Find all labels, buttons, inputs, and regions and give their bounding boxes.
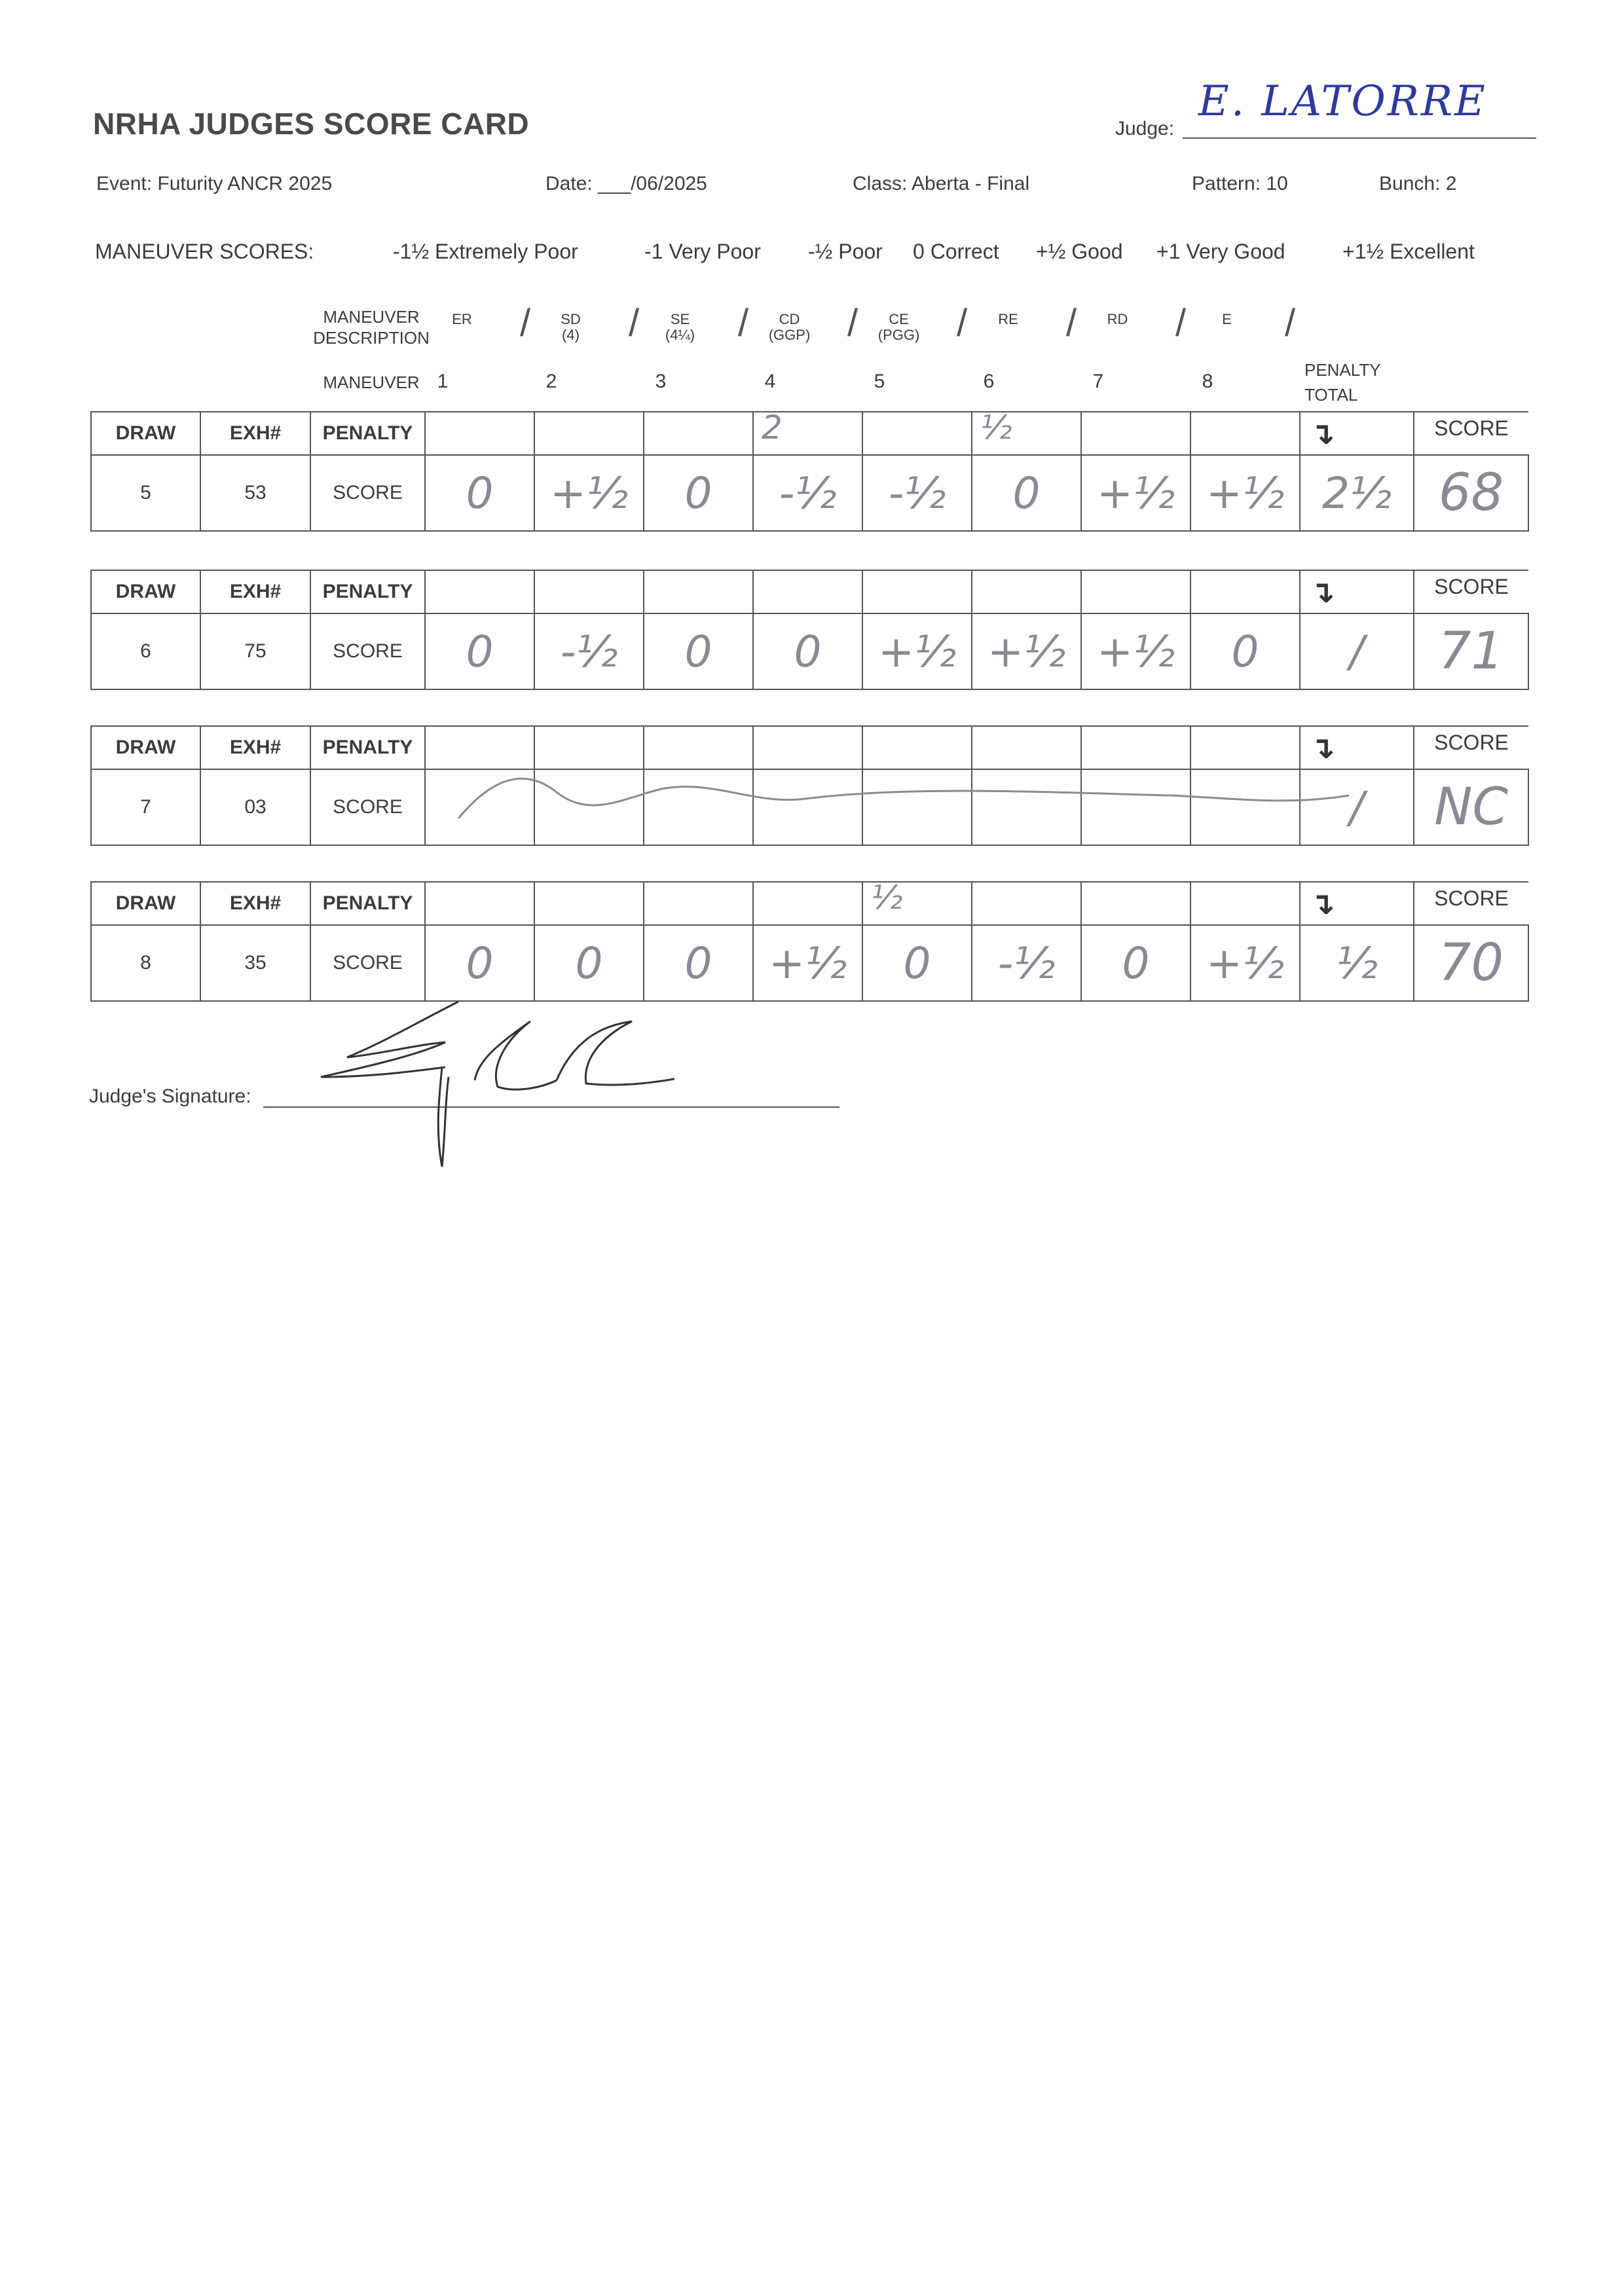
scale-good: +½ Good (1036, 240, 1123, 263)
maneuver-separator: / (738, 302, 749, 344)
penalty-total-label: PENALTY TOTAL (1304, 360, 1381, 405)
maneuver-score: 0 (466, 626, 494, 677)
maneuver-score-cell-3[interactable] (644, 455, 753, 531)
penalty-cell-7[interactable] (1081, 570, 1190, 613)
maneuver-number-4: 4 (764, 371, 776, 392)
class-field: Class: Aberta - Final (853, 173, 1030, 194)
penalty-cell-5[interactable] (862, 726, 972, 769)
penalty-cell-5[interactable] (862, 570, 972, 613)
maneuver-score: 0 (903, 938, 931, 989)
score-row-label: SCORE (310, 613, 425, 689)
maneuver-score: -½ (888, 467, 946, 519)
scale-very-good: +1 Very Good (1156, 240, 1285, 263)
final-score-cell[interactable] (1414, 613, 1528, 689)
final-score-value: NC (1434, 778, 1508, 837)
maneuver-score-cell-5[interactable] (862, 613, 972, 689)
maneuver-separator: / (847, 302, 858, 344)
maneuver-score: +½ (987, 626, 1066, 677)
maneuver-code-text: CD (779, 311, 800, 327)
maneuver-score-cell-2[interactable] (534, 613, 644, 689)
card-title: NRHA JUDGES SCORE CARD (93, 107, 530, 141)
score-header-cell (1414, 570, 1528, 613)
penalty-cell-1[interactable] (425, 412, 534, 455)
maneuver-score-cell-5[interactable] (862, 925, 972, 1001)
maneuver-number-5: 5 (874, 371, 885, 392)
score-row-label: SCORE (310, 925, 425, 1001)
maneuver-score-cell-3[interactable] (644, 925, 753, 1001)
exh-header: EXH# (200, 882, 310, 925)
penalty-cell-2[interactable] (534, 882, 644, 925)
maneuver-score-cell-1[interactable] (425, 455, 534, 531)
penalty-header: PENALTY (310, 570, 425, 613)
penalty-cell-4[interactable] (753, 726, 862, 769)
maneuver-score-cell-8[interactable] (1190, 613, 1300, 689)
score-row-label: SCORE (310, 769, 425, 845)
signature-label: Judge's Signature: (89, 1085, 251, 1107)
event-field: Event: Futurity ANCR 2025 (96, 173, 333, 194)
score-header-cell (1414, 882, 1528, 925)
maneuver-number-7: 7 (1092, 371, 1104, 392)
down-arrow-icon: ↴ (1310, 575, 1335, 609)
maneuver-separator: / (1066, 302, 1077, 344)
maneuver-score-cell-7[interactable] (1081, 925, 1190, 1001)
penalty-cell-6[interactable] (972, 726, 1081, 769)
maneuver-code-4 (741, 312, 838, 343)
entry-block-4 (90, 881, 1529, 1002)
maneuver-code-text: CE (889, 311, 909, 327)
draw-header: DRAW (91, 726, 200, 769)
maneuver-code-text: RE (998, 311, 1018, 327)
penalty-cell-6[interactable] (972, 570, 1081, 613)
penalty-cell-4[interactable] (753, 882, 862, 925)
penalty-total-arrow-cell (1300, 726, 1414, 769)
exhibitor-number: 53 (200, 455, 310, 531)
maneuver-code-text: RD (1107, 311, 1128, 327)
penalty-total-cell[interactable] (1300, 613, 1414, 689)
penalty-cell-7[interactable] (1081, 882, 1190, 925)
penalty-cell-3[interactable] (644, 882, 753, 925)
maneuver-score: 0 (794, 626, 822, 677)
score-header: SCORE (1434, 575, 1509, 598)
final-score-value: 68 (1438, 464, 1504, 522)
penalty-value: 2 (762, 409, 783, 446)
maneuver-score: 0 (684, 626, 712, 677)
penalty-cell-7[interactable] (1081, 726, 1190, 769)
maneuver-score: +½ (1206, 467, 1285, 519)
judge-signature (308, 995, 714, 1172)
penalty-cell-2[interactable] (534, 726, 644, 769)
maneuver-scores-label: MANEUVER SCORES: (95, 240, 314, 263)
entry-block-2 (90, 570, 1529, 690)
bunch-field: Bunch: 2 (1379, 173, 1457, 194)
penalty-total-value: / (1349, 626, 1365, 677)
judge-name-line (1183, 137, 1536, 139)
penalty-total-arrow-cell (1300, 882, 1414, 925)
maneuver-number-3: 3 (655, 371, 667, 392)
exh-header: EXH# (200, 412, 310, 455)
maneuver-score: +½ (768, 938, 847, 989)
final-score-value: 70 (1438, 934, 1504, 993)
maneuver-score-cell-7[interactable] (1081, 455, 1190, 531)
draw-header: DRAW (91, 570, 200, 613)
exhibitor-number: 35 (200, 925, 310, 1001)
penalty-cell-2[interactable] (534, 570, 644, 613)
penalty-total-value: 2½ (1322, 467, 1392, 519)
maneuver-score: +½ (549, 467, 629, 519)
maneuver-number-1: 1 (437, 371, 449, 392)
maneuver-code-6 (960, 312, 1056, 327)
penalty-cell-1[interactable] (425, 570, 534, 613)
maneuver-number-2: 2 (545, 371, 557, 392)
maneuver-code-sub: (GGP) (768, 327, 811, 343)
draw-header: DRAW (91, 412, 200, 455)
maneuver-score: 0 (466, 467, 494, 519)
scale-poor: -½ Poor (808, 240, 883, 263)
maneuver-score: 0 (1231, 626, 1259, 677)
penalty-cell-2[interactable] (534, 412, 644, 455)
maneuver-code-text: E (1222, 311, 1232, 327)
scale-excellent: +1½ Excellent (1342, 240, 1475, 263)
score-header: SCORE (1434, 731, 1509, 754)
score-header: SCORE (1434, 886, 1509, 910)
maneuver-separator: / (1285, 302, 1296, 344)
maneuver-score-cell-1[interactable] (425, 613, 534, 689)
penalty-header: PENALTY (310, 882, 425, 925)
draw-number: 8 (91, 925, 200, 1001)
maneuver-code-3 (632, 312, 728, 343)
entry-block-1 (90, 411, 1529, 532)
penalty-cell-8[interactable] (1190, 570, 1300, 613)
scale-extremely-poor: -1½ Extremely Poor (393, 240, 578, 263)
maneuver-code-2 (523, 312, 619, 343)
maneuver-score-cell-2[interactable] (534, 925, 644, 1001)
maneuver-score-cell-5[interactable] (862, 455, 972, 531)
maneuver-score: 0 (1012, 467, 1041, 519)
penalty-total-value: / (1349, 782, 1365, 833)
maneuver-description-label: MANEUVER DESCRIPTION (313, 307, 430, 348)
final-score-cell[interactable] (1414, 769, 1528, 845)
maneuver-separator: / (520, 302, 531, 344)
down-arrow-icon: ↴ (1310, 886, 1335, 920)
maneuver-number-8: 8 (1202, 371, 1213, 392)
maneuver-code-1 (414, 312, 510, 327)
penalty-cell-6[interactable] (972, 882, 1081, 925)
penalty-cell-1[interactable] (425, 726, 534, 769)
maneuver-code-5 (851, 312, 947, 343)
maneuver-score: 0 (1122, 938, 1150, 989)
penalty-total-value: ½ (1336, 938, 1378, 989)
maneuver-score: +½ (1096, 467, 1175, 519)
maneuver-separator: / (629, 302, 640, 344)
draw-number: 5 (91, 455, 200, 531)
score-header-cell (1414, 726, 1528, 769)
penalty-cell-8[interactable] (1190, 726, 1300, 769)
final-score-value: 71 (1438, 622, 1504, 681)
maneuver-score-cell-1[interactable] (425, 925, 534, 1001)
maneuver-score: +½ (1206, 938, 1285, 989)
maneuver-score-cell-6[interactable] (972, 925, 1081, 1001)
penalty-cell-5[interactable] (862, 412, 972, 455)
exh-header: EXH# (200, 570, 310, 613)
draw-number: 7 (91, 769, 200, 845)
date-field: Date: ___/06/2025 (545, 173, 707, 194)
maneuver-separator: / (1175, 302, 1187, 344)
maneuver-score-cell-2[interactable] (534, 455, 644, 531)
penalty-total-cell[interactable] (1300, 925, 1414, 1001)
penalty-cell-4[interactable] (753, 409, 862, 455)
final-score-cell[interactable] (1414, 455, 1528, 531)
penalty-cell-1[interactable] (425, 882, 534, 925)
exhibitor-number: 03 (200, 769, 310, 845)
maneuver-number-6: 6 (983, 371, 995, 392)
maneuver-score: 0 (575, 938, 603, 989)
maneuver-score-cell-4[interactable] (753, 455, 862, 531)
penalty-cell-5[interactable] (862, 879, 972, 925)
maneuver-code-7 (1069, 312, 1166, 327)
draw-header: DRAW (91, 882, 200, 925)
maneuver-score: 0 (466, 938, 494, 989)
pattern-field: Pattern: 10 (1192, 173, 1288, 194)
maneuver-score-cell-6[interactable] (972, 613, 1081, 689)
judge-label: Judge: (1115, 118, 1175, 139)
scale-correct: 0 Correct (913, 240, 999, 263)
final-score-cell[interactable] (1414, 925, 1528, 1001)
score-header: SCORE (1434, 416, 1509, 440)
maneuver-score: -½ (560, 626, 618, 677)
maneuver-code-text: SE (670, 311, 690, 327)
penalty-cell-8[interactable] (1190, 882, 1300, 925)
penalty-cell-4[interactable] (753, 570, 862, 613)
penalty-cell-3[interactable] (644, 412, 753, 455)
penalty-cell-7[interactable] (1081, 412, 1190, 455)
maneuver-score: 0 (684, 467, 712, 519)
maneuver-score: +½ (1096, 626, 1175, 677)
penalty-cell-6[interactable] (972, 409, 1081, 455)
penalty-total-arrow-cell (1300, 570, 1414, 613)
maneuver-code-sub: (4) (562, 327, 580, 343)
penalty-value: ½ (871, 879, 903, 917)
draw-number: 6 (91, 613, 200, 689)
maneuver-code-8 (1179, 312, 1275, 327)
maneuver-score-cell-8[interactable] (1190, 455, 1300, 531)
maneuver-code-text: ER (452, 311, 472, 327)
maneuver-code-text: SD (561, 311, 581, 327)
maneuver-score-cell-3[interactable] (644, 613, 753, 689)
penalty-cell-3[interactable] (644, 726, 753, 769)
score-row-label: SCORE (310, 455, 425, 531)
penalty-cell-3[interactable] (644, 570, 753, 613)
penalty-header: PENALTY (310, 412, 425, 455)
down-arrow-icon: ↴ (1310, 416, 1335, 450)
maneuver-score: -½ (997, 938, 1056, 989)
penalty-value: ½ (980, 409, 1012, 446)
exh-header: EXH# (200, 726, 310, 769)
maneuver-score: -½ (779, 467, 837, 519)
penalty-total-arrow-cell (1300, 412, 1414, 455)
maneuver-score-cell-4[interactable] (753, 925, 862, 1001)
down-arrow-icon: ↴ (1310, 731, 1335, 765)
score-header-cell (1414, 412, 1528, 455)
penalty-header: PENALTY (310, 726, 425, 769)
penalty-cell-8[interactable] (1190, 412, 1300, 455)
maneuver-code-sub: (PGG) (877, 327, 920, 343)
penalty-total-cell[interactable] (1300, 455, 1414, 531)
maneuver-score-cell-6[interactable] (972, 455, 1081, 531)
maneuver-code-sub: (4¼) (665, 327, 695, 343)
maneuver-score-cell-8[interactable] (1190, 925, 1300, 1001)
no-score-strike-line (452, 766, 1356, 831)
maneuver-score: +½ (877, 626, 957, 677)
maneuver-score-cell-4[interactable] (753, 613, 862, 689)
exhibitor-number: 75 (200, 613, 310, 689)
judge-name: E. LATORRE (1198, 77, 1487, 126)
scale-very-poor: -1 Very Poor (644, 240, 761, 263)
maneuver-separator: / (957, 302, 968, 344)
maneuver-score-cell-7[interactable] (1081, 613, 1190, 689)
maneuver-label: MANEUVER (323, 373, 420, 392)
maneuver-score: 0 (684, 938, 712, 989)
